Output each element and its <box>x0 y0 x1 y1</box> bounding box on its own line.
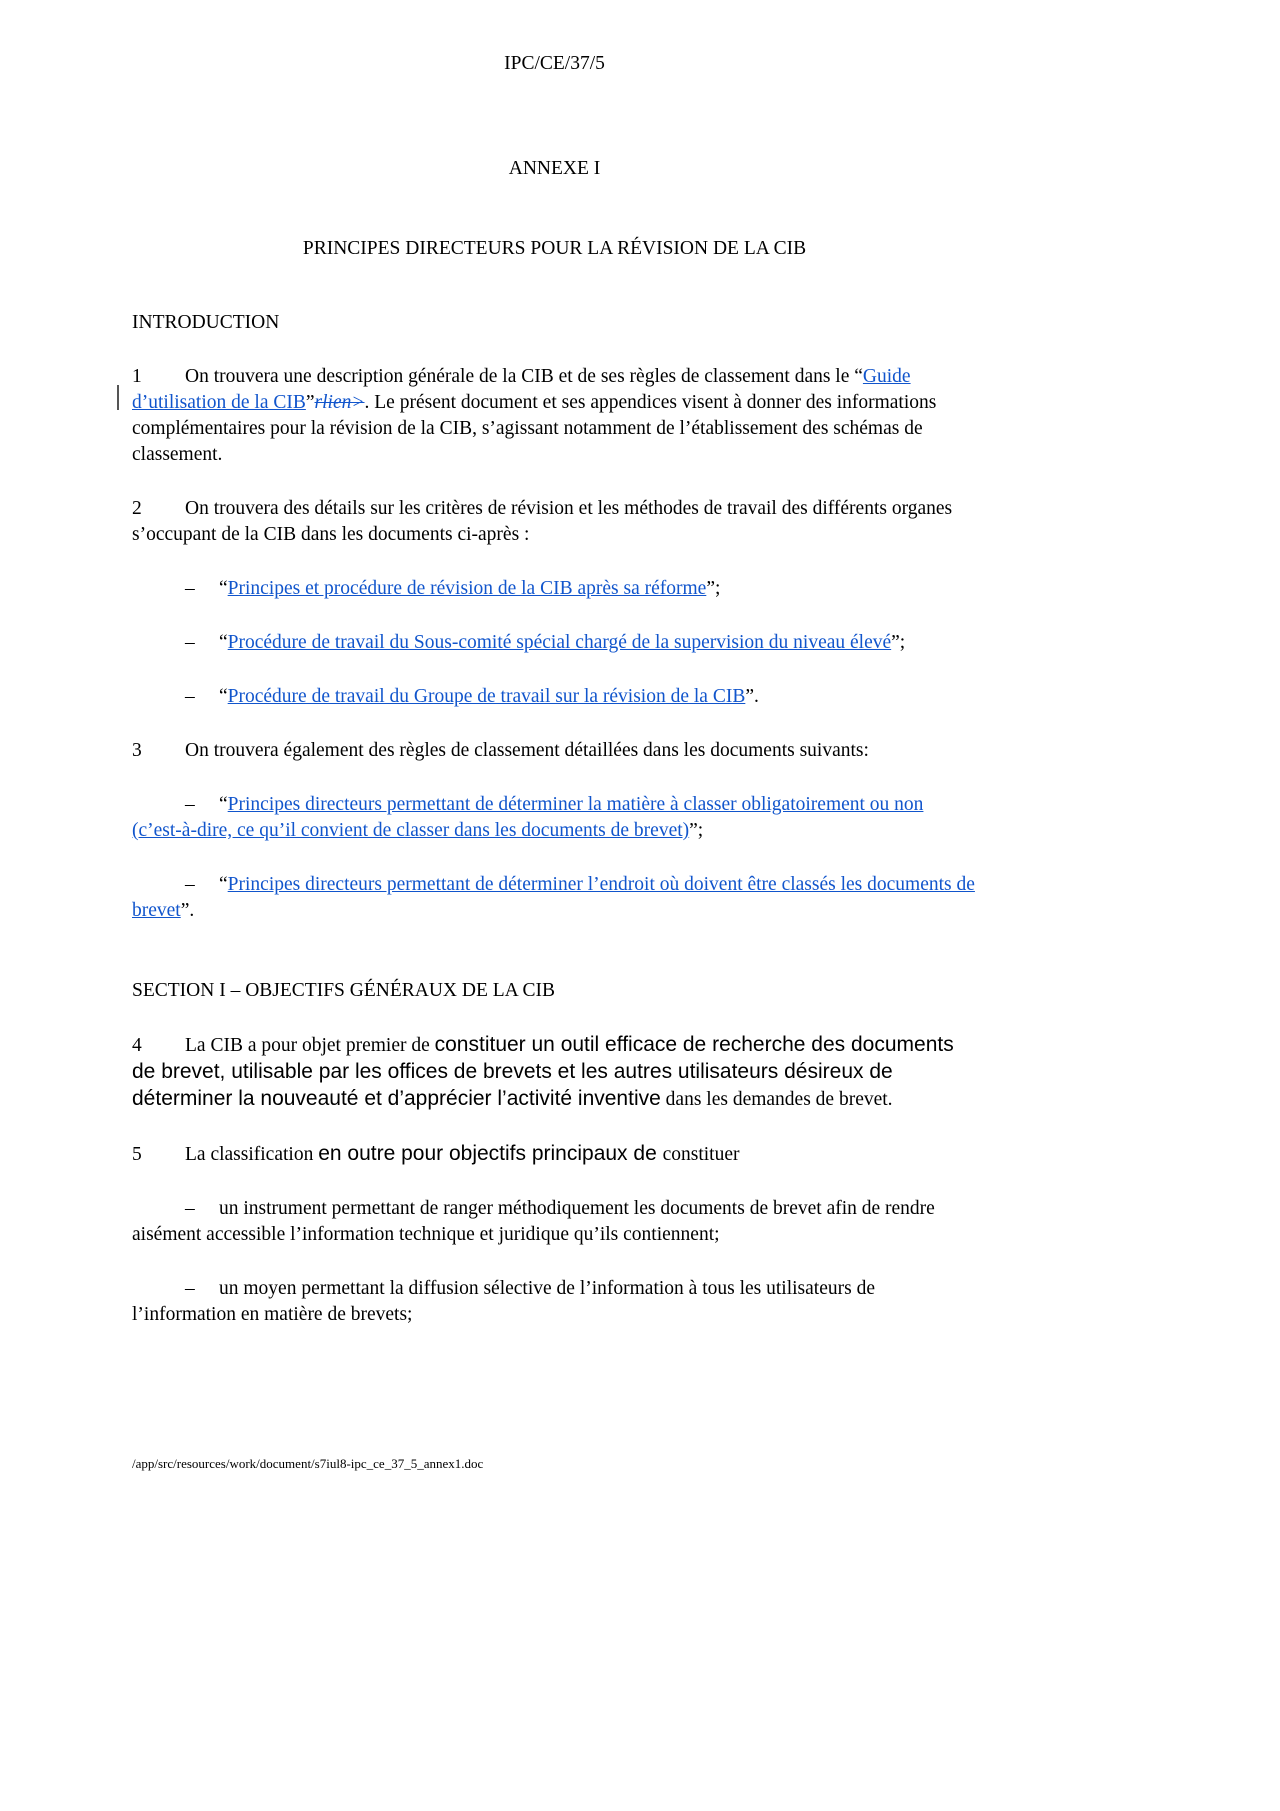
dash-marker: – <box>185 1278 195 1299</box>
paragraph-5-inserted-text: en outre pour objectifs principaux de <box>318 1142 663 1165</box>
main-title: PRINCIPES DIRECTEURS POUR LA RÉVISION DE LA CIB <box>302 238 807 259</box>
principes-endroit-classement-link[interactable]: Principes directeurs permettant de déterminer l’endroit où doivent être classés les documents de brevet <box>132 874 975 921</box>
list-item-3 <box>132 684 977 710</box>
paragraph-4 <box>132 1032 977 1113</box>
dash-marker: – <box>185 578 195 599</box>
dash-marker: – <box>185 686 195 707</box>
paragraph-5-text: La classification <box>185 1144 319 1165</box>
list-item-6-text: un instrument permettant de ranger méthodiquement les documents de brevet afin de rendre aisément accessible l’information technique et juridique qu’ils contiennent; <box>132 1198 935 1245</box>
paragraph-3-number: 3 <box>132 740 142 761</box>
dash-marker: – <box>185 1198 195 1219</box>
paragraph-2 <box>132 496 977 548</box>
list-item-4 <box>132 792 977 844</box>
paragraph-1-text: On trouvera une description générale de la CIB et de ses règles de classement dans le “ <box>185 366 863 387</box>
dash-marker: – <box>185 632 195 653</box>
document-reference: IPC/CE/37/5 <box>504 53 605 74</box>
principes-procedure-revision-link[interactable]: Principes et procédure de révision de la CIB après sa réforme <box>227 578 707 599</box>
guide-utilisation-cib-link[interactable]: Guide d’utilisation de la CIB <box>132 366 911 413</box>
tracked-deletion-text: rlien> <box>314 392 365 413</box>
annex-title: ANNEXE I <box>508 158 601 179</box>
list-item-4-text: ”; <box>689 820 704 841</box>
paragraph-3 <box>132 738 977 764</box>
list-item-1-text: “ <box>219 578 228 599</box>
paragraph-4-text: dans les demandes de brevet. <box>660 1089 893 1110</box>
list-item-2 <box>132 630 977 656</box>
tracked-change-bar <box>117 385 119 410</box>
list-item-7-text: un moyen permettant la diffusion sélective de l’information à tous les utilisateurs de l’information en matière de brevets; <box>132 1278 875 1325</box>
list-item-5-text: “ <box>219 874 228 895</box>
document-content <box>132 52 977 1328</box>
dash-marker: – <box>185 874 195 895</box>
paragraph-5-number: 5 <box>132 1144 142 1165</box>
list-item-2-text: ”; <box>891 632 906 653</box>
paragraph-3-text: On trouvera également des règles de classement détaillées dans les documents suivants: <box>185 740 869 761</box>
document-file-path: /app/src/resources/work/document/s7iul8-ipc_ce_37_5_annex1.doc <box>132 1456 484 1471</box>
introduction-heading: INTRODUCTION <box>132 312 280 333</box>
paragraph-2-text: On trouvera des détails sur les critères de révision et les méthodes de travail des différents organes s’occupant de la CIB dans les documents ci-après : <box>132 498 953 545</box>
paragraph-4-number: 4 <box>132 1035 142 1056</box>
list-item-5 <box>132 872 977 924</box>
list-item-6 <box>132 1196 977 1248</box>
list-item-7 <box>132 1276 977 1328</box>
paragraph-1-text: . Le présent document et ses appendices visent à donner des informations complémentaires pour la révision de la CIB, s’agissant notamment de l’établissement des schémas de classement. <box>132 392 937 465</box>
list-item-1 <box>132 576 977 602</box>
list-item-3-text: ”. <box>745 686 759 707</box>
procedure-sous-comite-link[interactable]: Procédure de travail du Sous-comité spécial chargé de la supervision du niveau élevé <box>227 632 892 653</box>
list-item-3-text: “ <box>219 686 228 707</box>
paragraph-4-inserted-text: constituer un outil efficace de recherche des documents de brevet, utilisable par les offices de brevets et les autres utilisateurs désireux de déterminer la nouveauté et d’apprécier l’activité inventive <box>132 1033 954 1110</box>
paragraph-4-text: La CIB a pour objet premier de <box>185 1035 435 1056</box>
paragraph-1 <box>132 364 977 468</box>
section-1-heading: SECTION I – OBJECTIFS GÉNÉRAUX DE LA CIB <box>132 980 556 1001</box>
principes-matiere-classer-link[interactable]: Principes directeurs permettant de déterminer la matière à classer obligatoirement ou non (c’est-à-dire, ce qu’il convient de classer dans les documents de brevet) <box>132 794 924 841</box>
list-item-1-text: ”; <box>706 578 721 599</box>
dash-marker: – <box>185 794 195 815</box>
paragraph-1-number: 1 <box>132 366 142 387</box>
list-item-4-text: “ <box>219 794 228 815</box>
list-item-2-text: “ <box>219 632 228 653</box>
paragraph-2-number: 2 <box>132 498 142 519</box>
paragraph-5-text: constituer <box>662 1144 740 1165</box>
list-item-5-text: ”. <box>180 900 195 921</box>
procedure-groupe-travail-link[interactable]: Procédure de travail du Groupe de travail sur la révision de la CIB <box>227 686 746 707</box>
paragraph-5 <box>132 1141 977 1168</box>
paragraph-1-text: ” <box>305 392 315 413</box>
